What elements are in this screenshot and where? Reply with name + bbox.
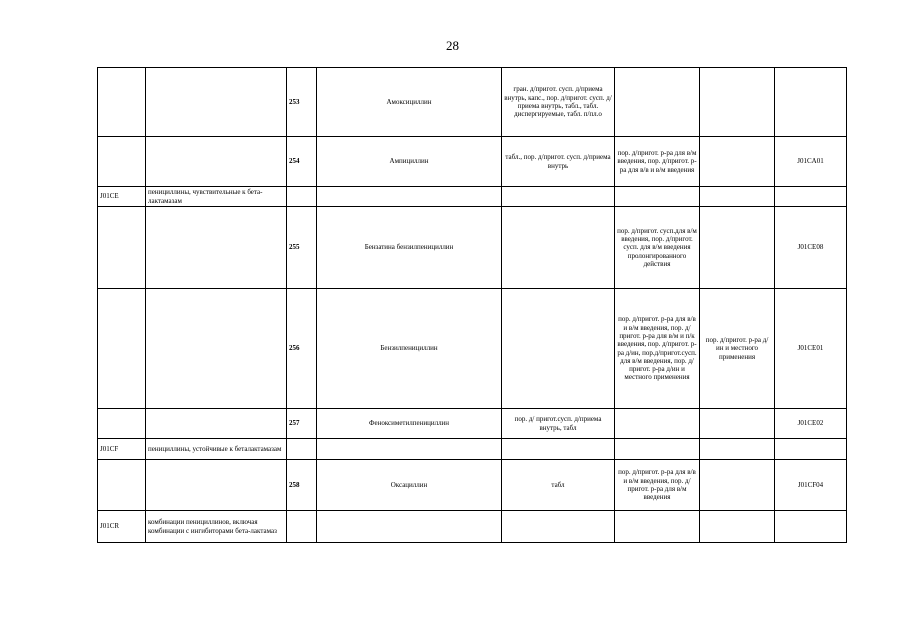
atc-code-cell <box>775 187 847 207</box>
code-cell <box>98 68 146 137</box>
form-cell-3 <box>700 187 775 207</box>
group-cell <box>146 207 287 289</box>
group-cell: пенициллины, устойчивые к беталактамазам <box>146 439 287 460</box>
page-number: 28 <box>446 38 459 53</box>
number-cell: 257 <box>287 409 317 439</box>
table-row <box>98 187 847 207</box>
group-cell: пенициллины, чувствительные к бета-лактамазам <box>146 187 287 207</box>
table-row <box>98 68 847 137</box>
group-cell <box>146 137 287 187</box>
form-cell-3 <box>700 68 775 137</box>
form-cell-2 <box>615 511 700 543</box>
number-cell: 253 <box>287 68 317 137</box>
form-cell-3: пор. д/пригот. р-ра д/ин и местного применения <box>700 289 775 409</box>
drug-name-cell: Амоксициллин <box>317 68 502 137</box>
code-cell: J01CE <box>98 187 146 207</box>
form-cell-1: гран. д/пригот. сусп. д/приема внутрь, капс., пор. д/пригот. сусп. д/приема внутрь, табл., табл. диспергируемые, табл. п/пл.о <box>502 68 615 137</box>
group-cell: комбинации пенициллинов, включая комбинации с ингибиторами бета-лактамаз <box>146 511 287 543</box>
form-cell-2 <box>615 187 700 207</box>
form-cell-3 <box>700 511 775 543</box>
table-row <box>98 511 847 543</box>
table-row <box>98 207 847 289</box>
form-cell-1 <box>502 289 615 409</box>
drug-name-cell <box>317 439 502 460</box>
form-cell-1: табл., пор. д/пригот. сусп. д/приема внутрь <box>502 137 615 187</box>
form-cell-3 <box>700 409 775 439</box>
atc-code-cell: J01CE02 <box>775 409 847 439</box>
form-cell-1 <box>502 187 615 207</box>
group-cell <box>146 409 287 439</box>
number-cell <box>287 511 317 543</box>
form-cell-1 <box>502 511 615 543</box>
table-row <box>98 137 847 187</box>
atc-code-cell <box>775 68 847 137</box>
form-cell-2: пор. д/пригот. р-ра для в/в и в/м введения, пор. д/пригот. р-ра для в/м введения <box>615 460 700 511</box>
group-cell <box>146 460 287 511</box>
form-cell-3 <box>700 439 775 460</box>
table-row <box>98 439 847 460</box>
form-cell-1: табл <box>502 460 615 511</box>
code-cell: J01CR <box>98 511 146 543</box>
table-row <box>98 460 847 511</box>
group-cell <box>146 68 287 137</box>
number-cell: 258 <box>287 460 317 511</box>
atc-code-cell: J01CE01 <box>775 289 847 409</box>
drug-name-cell <box>317 511 502 543</box>
form-cell-2 <box>615 68 700 137</box>
number-cell <box>287 187 317 207</box>
atc-code-cell <box>775 439 847 460</box>
atc-code-cell: J01CA01 <box>775 137 847 187</box>
form-cell-1 <box>502 207 615 289</box>
table-row <box>98 409 847 439</box>
form-cell-3 <box>700 137 775 187</box>
code-cell <box>98 207 146 289</box>
code-cell: J01CF <box>98 439 146 460</box>
drug-name-cell: Феноксиметилпенициллин <box>317 409 502 439</box>
table-row <box>98 289 847 409</box>
code-cell <box>98 289 146 409</box>
drug-name-cell: Бензилпенициллин <box>317 289 502 409</box>
code-cell <box>98 137 146 187</box>
drug-name-cell: Бензатина бензилпенициллин <box>317 207 502 289</box>
form-cell-2: пор. д/пригот. р-ра для в/м введения, пор. д/пригот. р-ра для в/в и в/м введения <box>615 137 700 187</box>
number-cell: 255 <box>287 207 317 289</box>
form-cell-3 <box>700 207 775 289</box>
code-cell <box>98 409 146 439</box>
group-cell <box>146 289 287 409</box>
number-cell <box>287 439 317 460</box>
drug-name-cell: Ампициллин <box>317 137 502 187</box>
code-cell <box>98 460 146 511</box>
drug-table <box>97 67 847 543</box>
form-cell-3 <box>700 460 775 511</box>
form-cell-1 <box>502 439 615 460</box>
atc-code-cell: J01CF04 <box>775 460 847 511</box>
atc-code-cell: J01CE08 <box>775 207 847 289</box>
form-cell-2: пор. д/пригот. р-ра для в/в и в/м введения, пор. д/пригот. р-ра для в/м и п/к введения, пор. д/пригот. р-ра д/ин, пор.д/пригот.сусп. для в/м введения, пор. д/пригот. р-ра д/ин и местного применения <box>615 289 700 409</box>
form-cell-2 <box>615 409 700 439</box>
number-cell: 254 <box>287 137 317 187</box>
atc-code-cell <box>775 511 847 543</box>
form-cell-1: пор. д/ пригот.сусп. д/приема внутрь, табл <box>502 409 615 439</box>
drug-name-cell <box>317 187 502 207</box>
form-cell-2 <box>615 439 700 460</box>
drug-name-cell: Оксациллин <box>317 460 502 511</box>
number-cell: 256 <box>287 289 317 409</box>
form-cell-2: пор. д/пригот. сусп.для в/м введения, пор. д/пригот. сусп. для в/м введения пролонгированного действия <box>615 207 700 289</box>
